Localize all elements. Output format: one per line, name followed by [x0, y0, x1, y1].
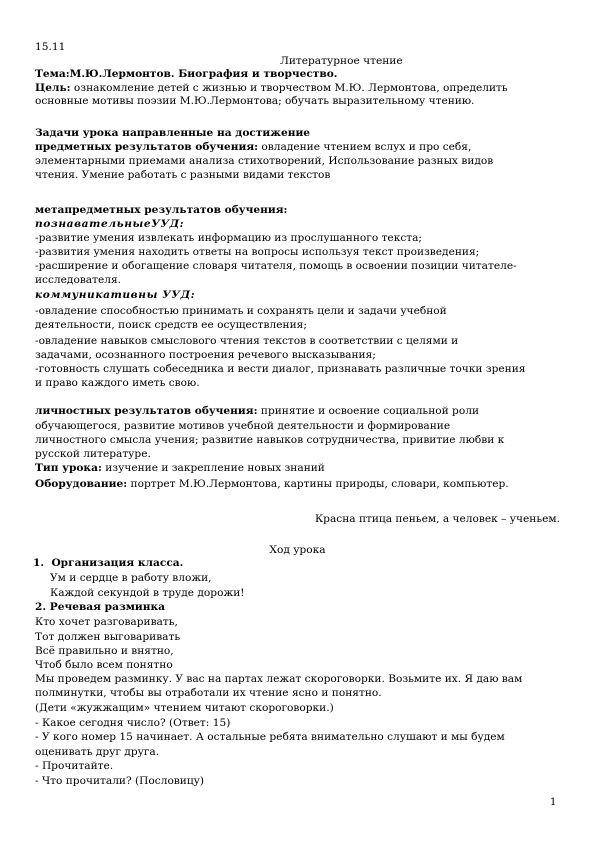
personal-results-line-2: обучающегося, развитие мотивов учебной деятельности и формирование [35, 420, 451, 432]
topic-label: Тема: [35, 68, 70, 80]
goal-line-1 [35, 82, 560, 95]
section-2-heading: 2. Речевая разминка [35, 601, 166, 613]
communicative-item: -овладение способностью принимать и сохранять цели и задачи учебной [35, 305, 447, 317]
communicative-label: коммуникативны УУД: [35, 289, 196, 301]
cognitive-item: -развития умения находить ответы на вопросы используя текст произведения; [35, 246, 480, 258]
section-1-heading [33, 557, 558, 570]
communicative-item: и право каждого иметь свою. [35, 377, 200, 389]
lesson-date: 15.11 [35, 41, 66, 53]
equipment-text: портрет М.Ю.Лермонтова, картины природы, словари, компьютер. [127, 478, 509, 490]
section-2-verse-line: Чтоб было всем понятно [35, 659, 173, 671]
equipment-line [35, 478, 560, 491]
section-2-verse-line: Всё правильно и внятно, [35, 645, 174, 657]
body-line: - Что прочитали? (Пословицу) [35, 775, 205, 787]
cognitive-item: исследователя. [35, 274, 122, 286]
section-2-verse-line: Тот должен выговаривать [35, 631, 181, 643]
page-number: 1 [550, 797, 557, 808]
lesson-type-line [35, 462, 560, 475]
subject-results-line-3: чтения. Умение работать с разными видами текстов [35, 169, 331, 181]
communicative-item: -овладение навыков смыслового чтения текстов в соответствии с целями и [35, 335, 459, 347]
communicative-item: задачами, осознанного построения речевого высказывания; [35, 349, 376, 361]
subject-results-label: предметных результатов обучения: [35, 141, 259, 153]
course-title: Ход урока [269, 544, 326, 556]
section-2-verse-line: Кто хочет разговаривать, [35, 616, 178, 628]
goal-line-2: основные мотивы поэзии М.Ю.Лермонтова; обучать выразительному чтению. [35, 95, 475, 107]
body-line: - Какое сегодня число? (Ответ: 15) [35, 717, 231, 729]
goal-label: Цель: [35, 82, 71, 94]
subject-results-line-2: элементарными приемами анализа стихотворений, Использование разных видов [35, 155, 494, 167]
section-1-title: Организация класса. [51, 557, 184, 569]
cognitive-item: -расширение и обогащение словаря читателя, помощь в освоении позиции читателе- [35, 260, 517, 272]
subject-results-text-1: овладение чтением вслух и про себя, [258, 141, 472, 153]
body-line: оценивать друг друга. [35, 746, 160, 758]
personal-results-line-4: русской литературе. [35, 448, 151, 460]
tasks-title: Задачи урока направленные на достижение [35, 127, 311, 139]
body-line: полминутки, чтобы вы отработали их чтение ясно и понятно. [35, 687, 382, 699]
body-line: Мы проведем разминку. У вас на партах лежат скороговорки. Возьмите их. Я даю вам [35, 673, 523, 685]
communicative-item: -готовность слушать собеседника и вести диалог, признавать различные точки зрения [35, 363, 526, 375]
personal-results-line-3: личностного смысла учения; развитие навыков сотрудничества, привитие любви к [35, 434, 505, 446]
section-1-number: 1. [33, 557, 45, 569]
communicative-item: деятельности, поиск средств ее осуществления; [35, 319, 307, 331]
cognitive-label: познавательныеУУД: [35, 218, 185, 230]
cognitive-item: -развитие умения извлекать информацию из прослушанного текста; [35, 232, 422, 244]
personal-results-label: личностных результатов обучения: [35, 405, 258, 417]
lesson-type-label: Тип урока: [35, 462, 102, 474]
section-1-verse-line: Каждой секундой в труде дорожи! [50, 587, 245, 599]
section-1-verse-line: Ум и сердце в работу вложи, [50, 572, 212, 584]
subject-title: Литературное чтение [280, 55, 403, 67]
goal-text-1: ознакомление детей с жизнью и творчеством М.Ю. Лермонтова, определить [70, 82, 508, 94]
topic-text: М.Ю.Лермонтов. Биография и творчество. [69, 68, 338, 80]
body-line: - У кого номер 15 начинает. А остальные ребята внимательно слушают и мы будем [35, 731, 505, 743]
meta-title: метапредметных результатов обучения: [35, 204, 288, 216]
equipment-label: Оборудование: [35, 478, 128, 490]
subject-results-line-1 [35, 141, 560, 154]
body-line: (Дети «жужжащим» чтением читают скороговорки.) [35, 702, 334, 714]
personal-results-text-1: принятие и освоение социальной роли [257, 405, 480, 417]
epigraph: Красна птица пеньем, а человек – ученьем. [314, 513, 560, 525]
body-line: - Прочитайте. [35, 760, 114, 772]
lesson-type-text: изучение и закрепление новых знаний [101, 462, 325, 474]
topic-line [35, 68, 560, 81]
personal-results-line-1 [35, 405, 560, 418]
